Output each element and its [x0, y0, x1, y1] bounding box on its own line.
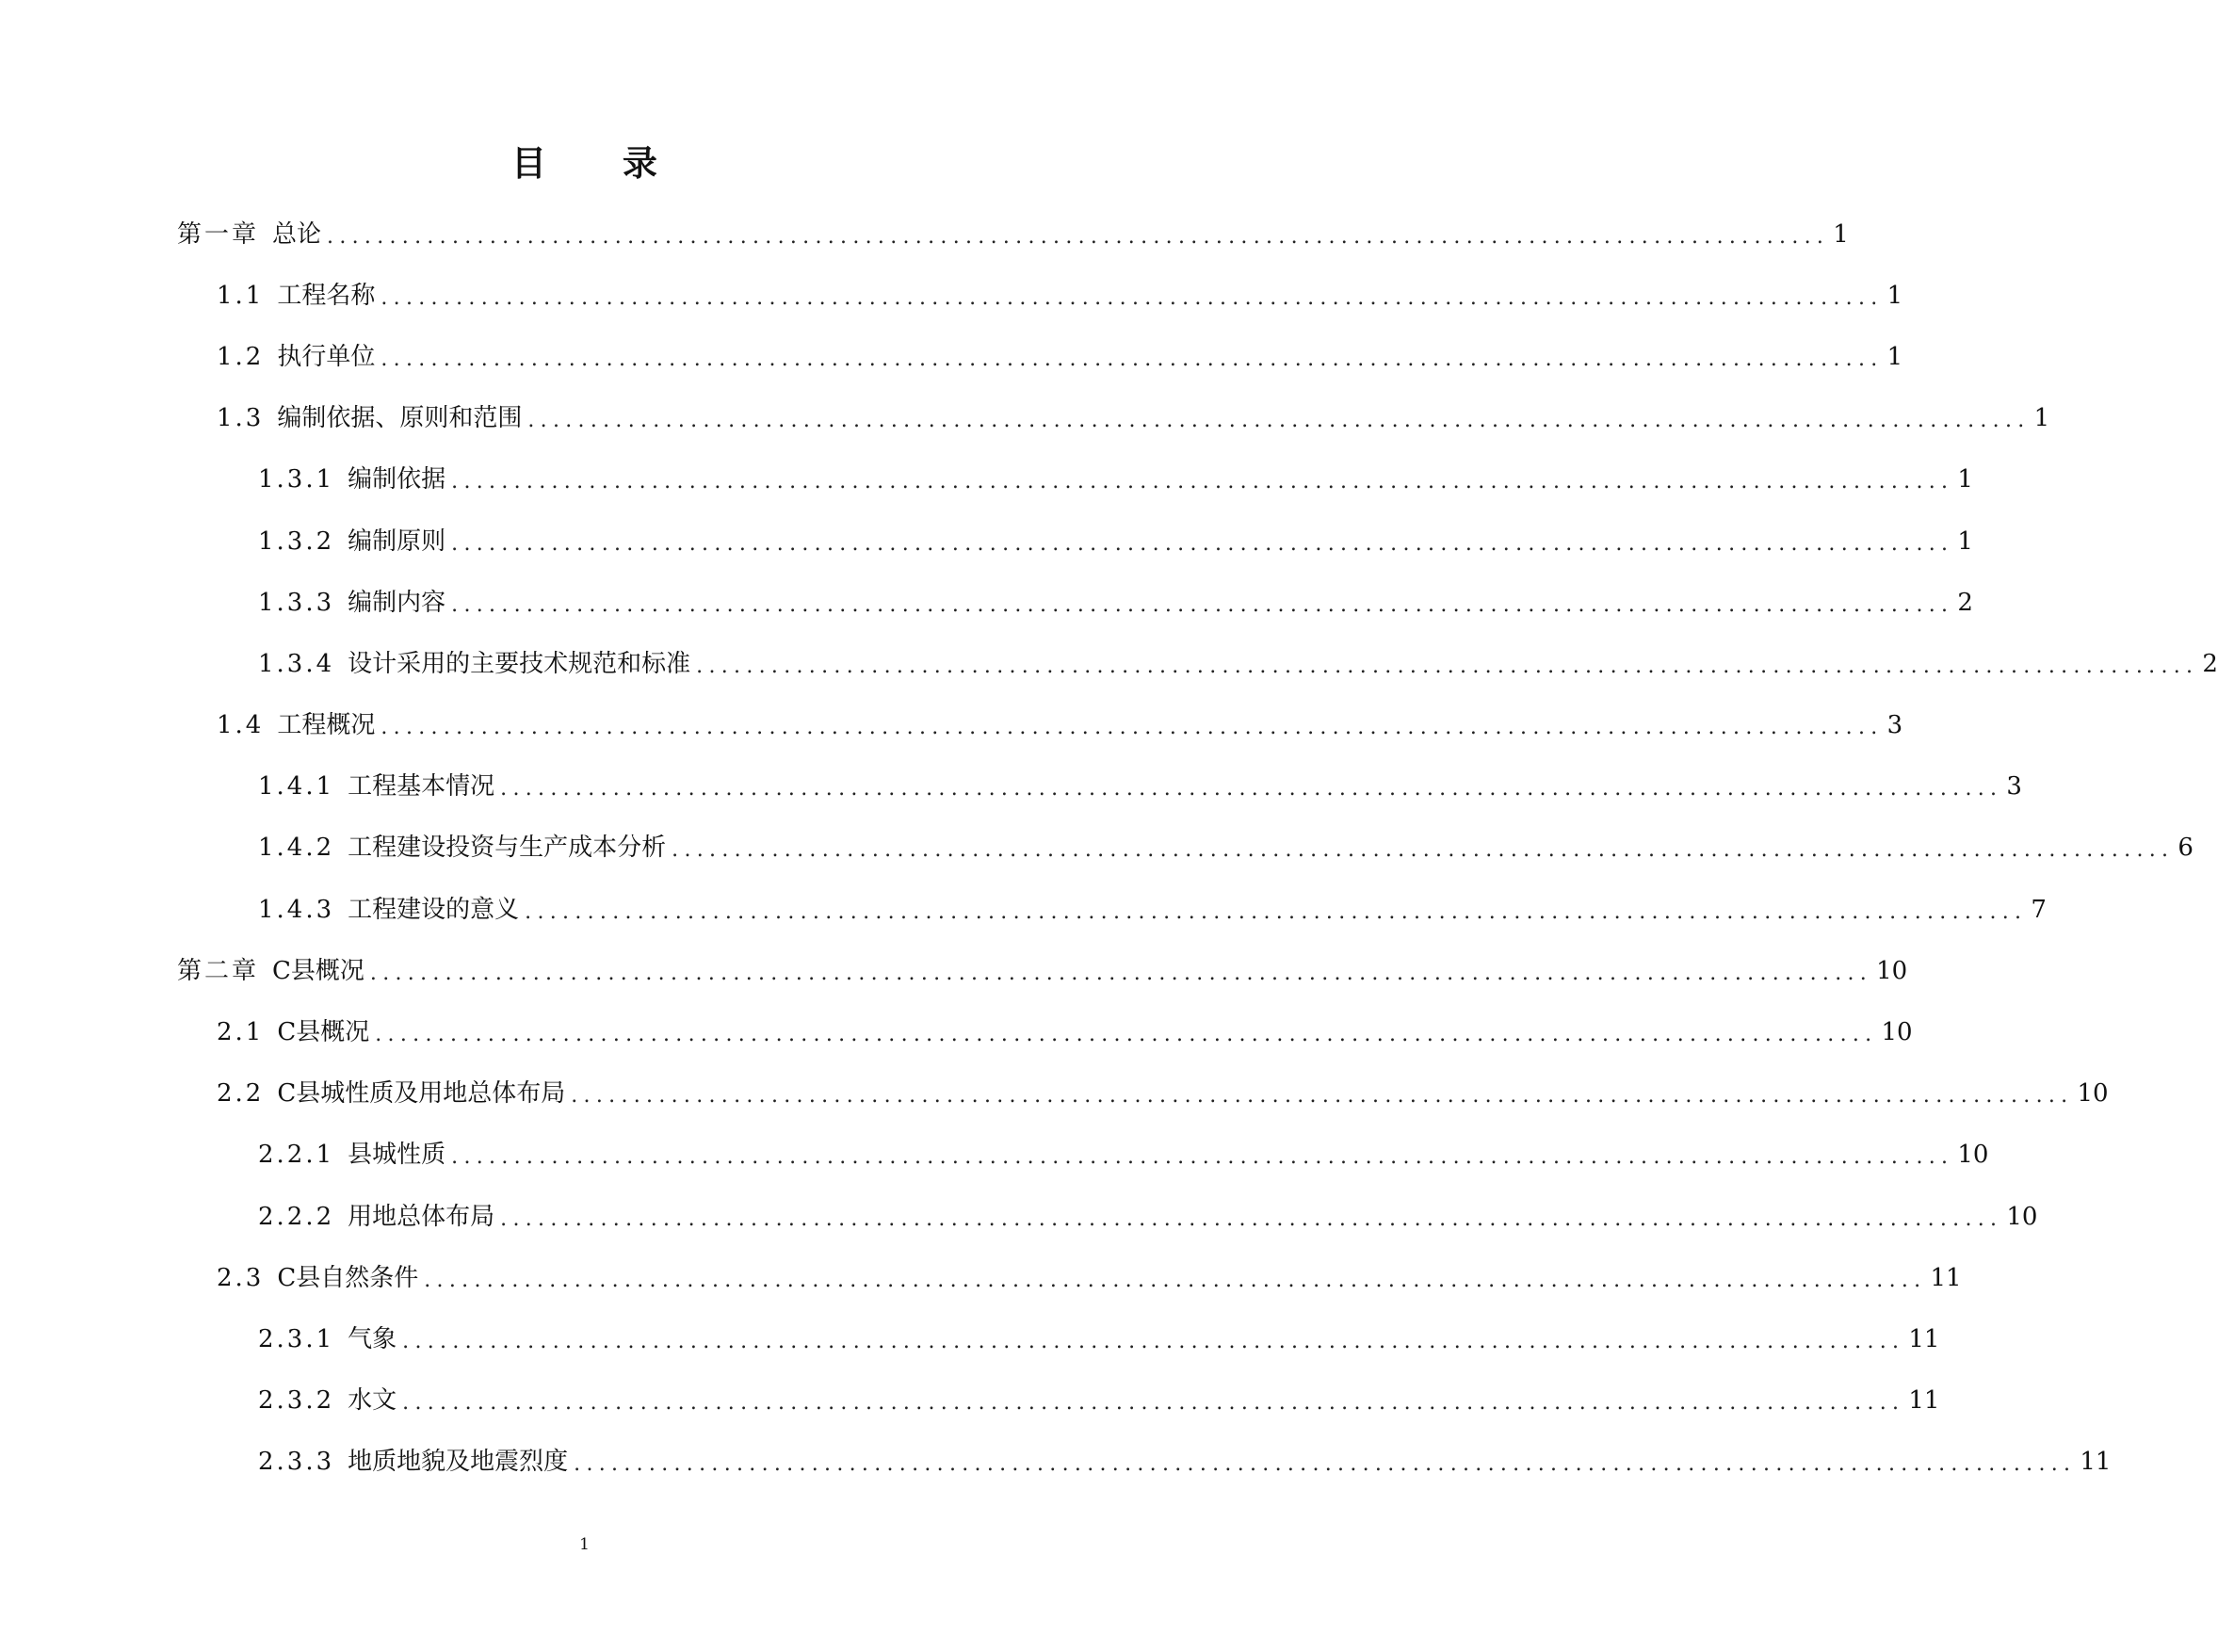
- toc-entry-page: 10: [2077, 1079, 2109, 1109]
- toc-entry-label: [258, 1203, 494, 1231]
- toc-entry-label: [258, 465, 445, 494]
- toc-entry[interactable]: [0, 940, 1908, 1001]
- toc-entry-number: 1.3.2: [258, 526, 335, 556]
- page-number: 1: [579, 1535, 590, 1554]
- toc-entry[interactable]: [0, 1001, 1913, 1062]
- toc-entry[interactable]: [0, 756, 2022, 818]
- toc-entry-number: 2.3.3: [258, 1448, 335, 1477]
- dot-leader: ........................................................................................................................: [525, 899, 2028, 924]
- toc-entry-number: 2.3.2: [258, 1386, 335, 1416]
- toc-entry-label: [217, 343, 375, 371]
- toc-entry-page: 1: [1957, 526, 1973, 556]
- dot-leader: ........................................................................................................................: [424, 1268, 1927, 1292]
- toc-entry-number: 2.3.1: [258, 1324, 335, 1353]
- toc-entry-text: 县城性质: [348, 1141, 446, 1170]
- toc-entry-number: 1.3.4: [258, 649, 335, 678]
- dot-leader: ........................................................................................................................: [451, 592, 1954, 617]
- toc-entry-number: 1.3.3: [258, 588, 335, 617]
- toc-entry-number: 第一章: [177, 219, 260, 249]
- toc-entry[interactable]: [0, 1308, 1940, 1369]
- toc-entry-label: [258, 527, 445, 556]
- toc-entry-label: [177, 957, 364, 985]
- dot-leader: ........................................................................................................................: [451, 531, 1954, 556]
- dot-leader: ........................................................................................................................: [527, 409, 2031, 433]
- toc-title: 目 录: [511, 142, 689, 184]
- toc-entry-number: 1.3: [217, 404, 265, 433]
- toc-entry-text: C县概况: [272, 956, 364, 985]
- toc-entry-page: 1: [1957, 465, 1973, 494]
- toc-entry-page: 10: [2006, 1202, 2038, 1231]
- toc-entry-page: 2: [1957, 588, 1973, 617]
- toc-entry[interactable]: [0, 388, 2050, 449]
- toc-entry-text: 工程名称: [277, 281, 376, 310]
- toc-entry[interactable]: [0, 265, 1903, 326]
- toc-entry-number: 1.4: [217, 711, 265, 740]
- dot-leader: ........................................................................................................................: [380, 347, 1884, 371]
- toc-entry-number: 1.3.1: [258, 465, 335, 494]
- toc-entry-label: [258, 589, 445, 617]
- dot-leader: ........................................................................................................................: [327, 224, 1830, 249]
- toc-entry-text: C县自然条件: [277, 1263, 419, 1292]
- toc-entry-label: [217, 711, 375, 739]
- toc-entry-label: [258, 772, 494, 801]
- toc-entry-label: [217, 1264, 418, 1292]
- toc-entry[interactable]: [0, 1186, 2038, 1247]
- toc-entry-text: 执行单位: [277, 342, 376, 371]
- toc-list: [0, 203, 2218, 1493]
- toc-entry-page: 2: [2202, 649, 2218, 678]
- toc-entry-page: 10: [1957, 1141, 1989, 1170]
- toc-entry-number: 1.2: [217, 342, 265, 371]
- toc-entry-label: [258, 1141, 445, 1169]
- toc-entry[interactable]: [0, 1063, 2109, 1125]
- dot-leader: ........................................................................................................................: [451, 1145, 1954, 1170]
- toc-entry[interactable]: [0, 633, 2218, 694]
- toc-entry[interactable]: [0, 1125, 1989, 1186]
- toc-entry-text: 气象: [348, 1324, 397, 1353]
- toc-entry-text: 水文: [348, 1386, 397, 1416]
- toc-entry-label: [258, 896, 519, 924]
- toc-entry-text: 编制内容: [348, 588, 446, 617]
- dot-leader: ........................................................................................................................: [451, 470, 1954, 494]
- toc-entry-label: [177, 220, 321, 249]
- toc-entry-text: 编制原则: [348, 526, 446, 556]
- toc-entry-text: C县城性质及用地总体布局: [277, 1079, 566, 1109]
- toc-entry-label: [258, 1386, 397, 1415]
- toc-entry-label: [258, 834, 666, 862]
- toc-entry[interactable]: [0, 326, 1903, 387]
- toc-entry-page: 11: [1930, 1263, 1962, 1292]
- dot-leader: ........................................................................................................................: [402, 1391, 1905, 1416]
- dot-leader: ........................................................................................................................: [380, 716, 1884, 740]
- dot-leader: ........................................................................................................................: [574, 1452, 2077, 1477]
- toc-entry-label: [217, 1079, 565, 1108]
- toc-entry[interactable]: [0, 1432, 2112, 1493]
- toc-entry-number: 2.3: [217, 1263, 265, 1292]
- toc-entry-page: 11: [1908, 1324, 1940, 1353]
- toc-entry-label: [217, 282, 375, 310]
- toc-entry-number: 第二章: [177, 956, 260, 985]
- dot-leader: ........................................................................................................................: [500, 1207, 2003, 1231]
- dot-leader: ........................................................................................................................: [402, 1329, 1905, 1353]
- toc-entry[interactable]: [0, 1247, 1962, 1308]
- toc-entry-text: 工程基本情况: [348, 772, 495, 802]
- toc-entry-page: 10: [1881, 1018, 1913, 1047]
- toc-entry-page: 11: [2080, 1448, 2112, 1477]
- toc-entry-label: [258, 1325, 397, 1353]
- toc-entry-number: 2.2.1: [258, 1141, 335, 1170]
- dot-leader: ........................................................................................................................: [571, 1084, 2074, 1109]
- toc-entry-number: 1.4.3: [258, 895, 335, 924]
- toc-entry-text: 工程建设的意义: [348, 895, 520, 924]
- toc-entry-text: 地质地貌及地震烈度: [348, 1448, 569, 1477]
- toc-entry[interactable]: [0, 818, 2194, 879]
- toc-entry[interactable]: [0, 1370, 1940, 1432]
- toc-entry-number: 1.4.1: [258, 772, 335, 802]
- dot-leader: ........................................................................................................................: [369, 961, 1873, 985]
- toc-entry-number: 2.2: [217, 1079, 265, 1109]
- toc-entry-text: 用地总体布局: [348, 1202, 495, 1231]
- toc-entry-page: 1: [2033, 404, 2050, 433]
- dot-leader: ........................................................................................................................: [672, 838, 2175, 863]
- toc-entry-page: 6: [2178, 834, 2194, 863]
- toc-entry-text: 设计采用的主要技术规范和标准: [348, 649, 691, 678]
- toc-entry-text: 工程概况: [277, 711, 376, 740]
- toc-entry-page: 1: [1886, 281, 1903, 310]
- toc-entry[interactable]: [0, 572, 1973, 633]
- toc-entry[interactable]: [0, 695, 1903, 756]
- dot-leader: ........................................................................................................................: [696, 654, 2199, 678]
- toc-entry-number: 2.2.2: [258, 1202, 335, 1231]
- toc-entry-page: 3: [2006, 772, 2022, 802]
- toc-entry-label: [258, 1448, 568, 1476]
- toc-entry-page: 10: [1876, 956, 1908, 985]
- toc-entry-label: [258, 650, 690, 678]
- toc-entry-label: [217, 1018, 369, 1046]
- dot-leader: ........................................................................................................................: [380, 285, 1884, 310]
- toc-entry[interactable]: [0, 510, 1973, 572]
- toc-entry-text: C县概况: [277, 1018, 370, 1047]
- toc-entry-page: 7: [2031, 895, 2047, 924]
- toc-entry[interactable]: [0, 449, 1973, 510]
- toc-entry-number: 1.4.2: [258, 834, 335, 863]
- toc-entry-text: 编制依据、原则和范围: [277, 404, 523, 433]
- toc-entry-label: [217, 404, 522, 432]
- toc-entry-page: 3: [1886, 711, 1903, 740]
- dot-leader: ........................................................................................................................: [375, 1023, 1878, 1047]
- toc-entry[interactable]: [0, 879, 2047, 940]
- toc-entry-number: 2.1: [217, 1018, 265, 1047]
- toc-entry-text: 总论: [272, 219, 322, 249]
- toc-entry-number: 1.1: [217, 281, 265, 310]
- toc-entry[interactable]: [0, 203, 1849, 265]
- toc-entry-page: 11: [1908, 1386, 1940, 1416]
- toc-entry-page: 1: [1886, 342, 1903, 371]
- toc-entry-page: 1: [1833, 219, 1849, 249]
- toc-entry-text: 编制依据: [348, 465, 446, 494]
- dot-leader: ........................................................................................................................: [500, 777, 2003, 802]
- toc-entry-text: 工程建设投资与生产成本分析: [348, 834, 667, 863]
